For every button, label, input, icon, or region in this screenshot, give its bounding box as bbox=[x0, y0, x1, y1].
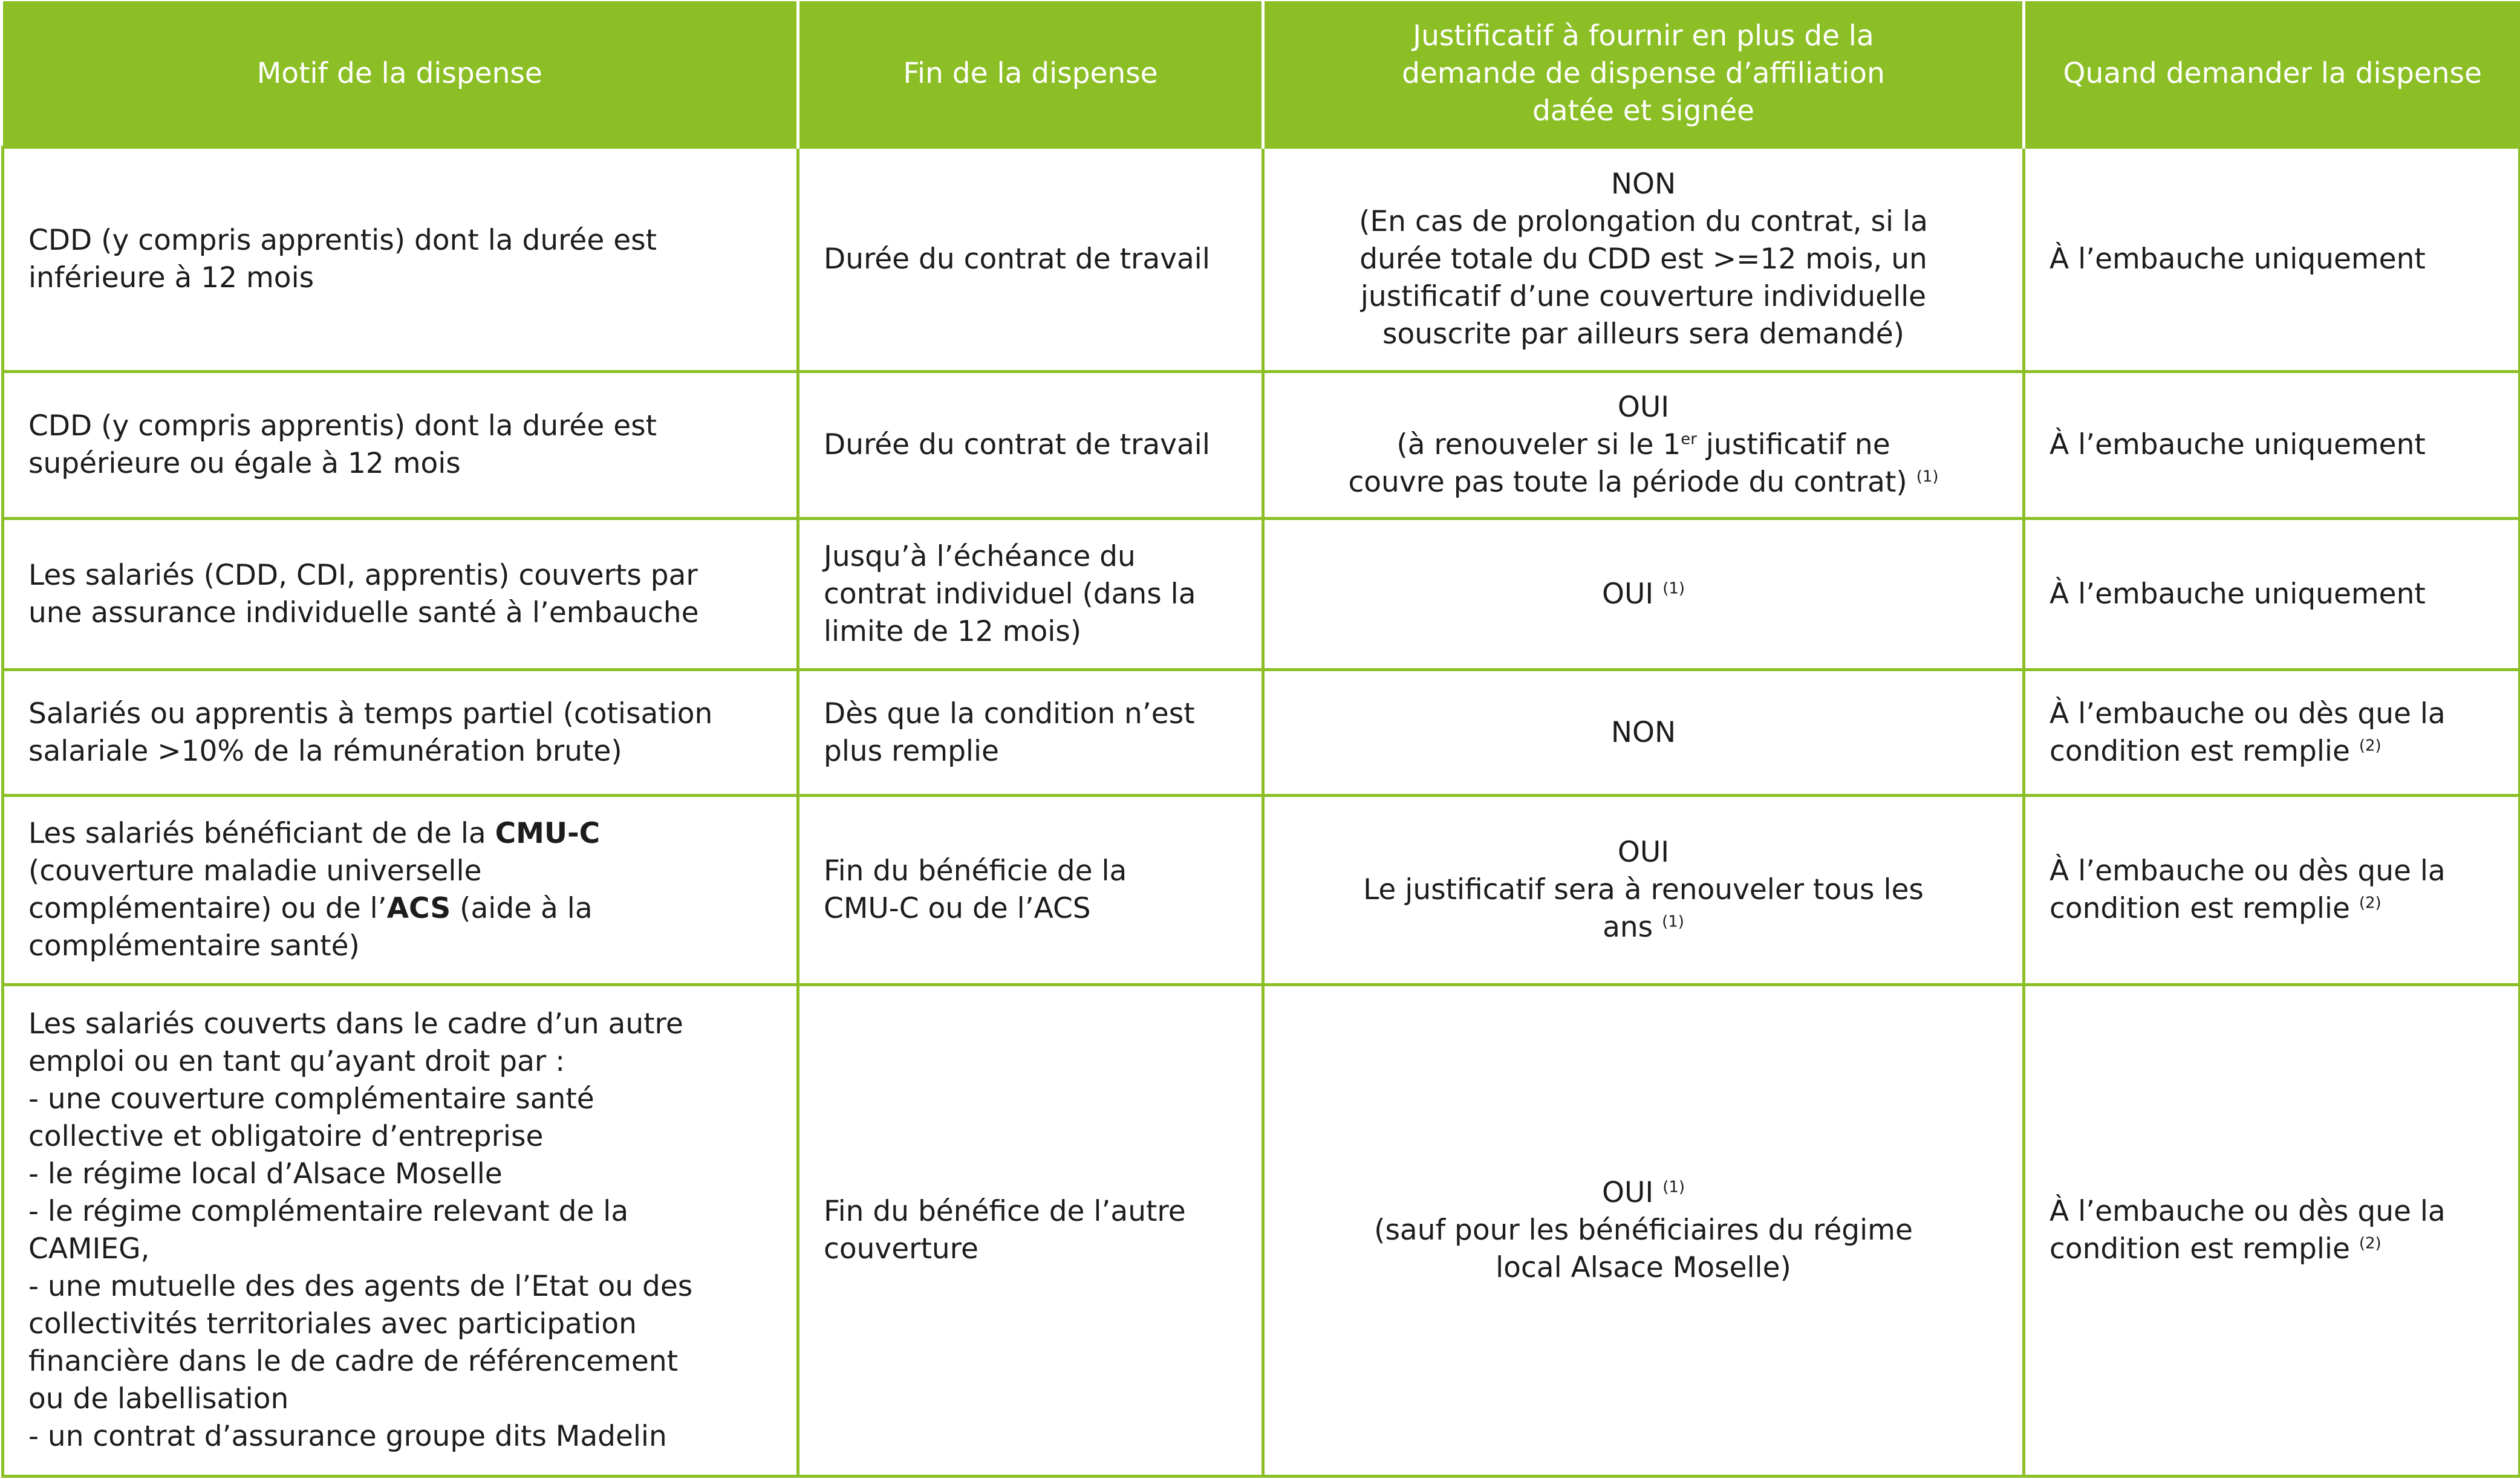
cell-line: - le régime local d’Alsace Moselle bbox=[28, 1157, 503, 1191]
cell-line bbox=[28, 815, 772, 853]
cell-line: À l’embauche ou dès que la bbox=[2050, 854, 2446, 888]
cell-quand: À l’embauche uniquement bbox=[2024, 372, 2520, 519]
cell-quand: À l’embauche uniquement bbox=[2024, 519, 2520, 670]
header-justificatif-line: datée et signée bbox=[1532, 94, 1755, 128]
cell-fin bbox=[798, 670, 1263, 796]
cell-line bbox=[2050, 890, 2494, 928]
cell-text: couvre pas toute la période du contrat) bbox=[1348, 466, 1907, 499]
cell-line: À l’embauche ou dès que la bbox=[2050, 697, 2446, 730]
footnote-ref: (1) bbox=[1916, 467, 1939, 486]
cell-line: justificatif d’une couverture individuelle bbox=[1360, 280, 1927, 313]
cell-line: - une mutuelle des des agents de l’Etat ou des bbox=[28, 1270, 693, 1303]
cell-text: (à renouveler si le 1 bbox=[1396, 428, 1681, 461]
header-row bbox=[3, 1, 2520, 148]
cell-line: supérieure ou égale à 12 mois bbox=[28, 447, 461, 480]
footnote-ref: (2) bbox=[2359, 894, 2382, 912]
cell-line: contrat individuel (dans la bbox=[824, 577, 1196, 611]
cell-line: local Alsace Moselle) bbox=[1496, 1251, 1791, 1284]
cell-line: Fin du bénéficie de la bbox=[824, 854, 1127, 888]
cell-line: Les salariés (CDD, CDI, apprentis) couverts par bbox=[28, 558, 698, 592]
cell-fin bbox=[798, 796, 1263, 985]
cell-text: OUI bbox=[1601, 577, 1654, 611]
cell-justificatif bbox=[1263, 372, 2024, 519]
cell-line: NON bbox=[1610, 167, 1676, 201]
cell-line: - une couverture complémentaire santé bbox=[28, 1082, 594, 1116]
header-motif: Motif de la dispense bbox=[3, 1, 798, 148]
cell-text: (aide à la bbox=[451, 892, 593, 925]
footnote-ref: (1) bbox=[1662, 579, 1685, 597]
table-row bbox=[3, 985, 2520, 1477]
cell-line: souscrite par ailleurs sera demandé) bbox=[1382, 317, 1905, 351]
footnote-ref: (1) bbox=[1662, 1178, 1685, 1197]
cell-quand bbox=[2024, 670, 2520, 796]
table-row bbox=[3, 372, 2520, 519]
cell-line: CAMIEG, bbox=[28, 1232, 150, 1266]
table-row bbox=[3, 148, 2520, 372]
cell-bold: ACS bbox=[386, 892, 451, 925]
cell-motif bbox=[3, 670, 798, 796]
cell-line: financière dans le de cadre de référencement bbox=[28, 1345, 679, 1378]
header-justificatif bbox=[1263, 1, 2024, 148]
cell-line: limite de 12 mois) bbox=[824, 614, 1082, 648]
cell-line: plus remplie bbox=[824, 734, 999, 768]
cell-line: Les salariés couverts dans le cadre d’un autre bbox=[28, 1007, 683, 1041]
cell-justificatif bbox=[1263, 985, 2024, 1477]
cell-fin bbox=[798, 519, 1263, 670]
cell-text: Les salariés bénéficiant de de la bbox=[28, 817, 495, 850]
cell-line: OUI bbox=[1617, 836, 1670, 869]
cell-line: emploi ou en tant qu’ayant droit par : bbox=[28, 1045, 565, 1078]
cell-line bbox=[2050, 1230, 2494, 1268]
footnote-ref: (2) bbox=[2359, 736, 2382, 755]
cell-motif bbox=[3, 796, 798, 985]
cell-text: condition est remplie bbox=[2050, 734, 2350, 768]
header-justificatif-line: demande de dispense d’affiliation bbox=[1402, 56, 1885, 90]
cell-justificatif bbox=[1263, 796, 2024, 985]
cell-line: Salariés ou apprentis à temps partiel (cotisation bbox=[28, 697, 713, 730]
table-row bbox=[3, 670, 2520, 796]
cell-line: collective et obligatoire d’entreprise bbox=[28, 1120, 544, 1153]
cell-line bbox=[1289, 464, 1998, 501]
header-fin: Fin de la dispense bbox=[798, 1, 1263, 148]
table-row bbox=[3, 796, 2520, 985]
cell-text: ans bbox=[1603, 911, 1653, 944]
cell-text: OUI bbox=[1601, 1176, 1654, 1209]
cell-line bbox=[1289, 909, 1998, 946]
cell-line: (En cas de prolongation du contrat, si la bbox=[1359, 205, 1928, 238]
dispense-table-wrapper bbox=[1, 1, 2518, 1478]
cell-bold: CMU-C bbox=[495, 817, 601, 850]
cell-text: condition est remplie bbox=[2050, 892, 2350, 925]
cell-line: (couverture maladie universelle bbox=[28, 854, 482, 888]
cell-line: couverture bbox=[824, 1232, 978, 1266]
cell-motif bbox=[3, 148, 798, 372]
cell-fin: Durée du contrat de travail bbox=[798, 148, 1263, 372]
cell-line: complémentaire santé) bbox=[28, 929, 360, 963]
cell-motif bbox=[3, 372, 798, 519]
cell-line: Dès que la condition n’est bbox=[824, 697, 1195, 730]
cell-line: Jusqu’à l’échéance du bbox=[824, 539, 1136, 573]
cell-line: une assurance individuelle santé à l’embauche bbox=[28, 596, 699, 629]
cell-line: inférieure à 12 mois bbox=[28, 261, 314, 294]
cell-line: Le justificatif sera à renouveler tous les bbox=[1363, 873, 1924, 906]
cell-line: durée totale du CDD est >=12 mois, un bbox=[1359, 242, 1927, 276]
dispense-table bbox=[1, 1, 2520, 1478]
cell-text: justificatif ne bbox=[1696, 428, 1890, 461]
cell-motif bbox=[3, 985, 798, 1477]
cell-line bbox=[1289, 426, 1998, 464]
cell-line: Fin du bénéfice de l’autre bbox=[824, 1195, 1186, 1228]
cell-line bbox=[1289, 1174, 1998, 1212]
cell-line: collectivités territoriales avec participation bbox=[28, 1307, 637, 1341]
footnote-ref: (2) bbox=[2359, 1234, 2382, 1253]
cell-line bbox=[28, 890, 772, 928]
superscript: er bbox=[1681, 430, 1697, 449]
cell-justificatif bbox=[1263, 519, 2024, 670]
cell-fin bbox=[798, 985, 1263, 1477]
cell-quand: À l’embauche uniquement bbox=[2024, 148, 2520, 372]
cell-line: OUI bbox=[1617, 391, 1670, 424]
cell-justificatif: NON bbox=[1263, 670, 2024, 796]
header-quand: Quand demander la dispense bbox=[2024, 1, 2520, 148]
cell-quand bbox=[2024, 985, 2520, 1477]
cell-line: À l’embauche ou dès que la bbox=[2050, 1195, 2446, 1228]
cell-line: (sauf pour les bénéficiaires du régime bbox=[1374, 1214, 1913, 1247]
cell-line: - le régime complémentaire relevant de la bbox=[28, 1195, 629, 1228]
cell-motif bbox=[3, 519, 798, 670]
cell-line: ou de labellisation bbox=[28, 1382, 289, 1416]
cell-fin: Durée du contrat de travail bbox=[798, 372, 1263, 519]
table-header bbox=[3, 1, 2520, 148]
table-row bbox=[3, 519, 2520, 670]
cell-line: CMU-C ou de l’ACS bbox=[824, 892, 1091, 925]
cell-line: salariale >10% de la rémunération brute) bbox=[28, 734, 622, 768]
header-justificatif-line: Justificatif à fournir en plus de la bbox=[1413, 19, 1874, 53]
cell-quand bbox=[2024, 796, 2520, 985]
cell-text: complémentaire) ou de l’ bbox=[28, 892, 387, 925]
cell-justificatif bbox=[1263, 148, 2024, 372]
cell-line: - un contrat d’assurance groupe dits Madelin bbox=[28, 1420, 667, 1453]
footnote-ref: (1) bbox=[1662, 912, 1684, 931]
cell-text: condition est remplie bbox=[2050, 1232, 2350, 1266]
cell-line: CDD (y compris apprentis) dont la durée est bbox=[28, 224, 657, 257]
cell-line bbox=[2050, 733, 2494, 770]
cell-line: CDD (y compris apprentis) dont la durée est bbox=[28, 409, 657, 443]
